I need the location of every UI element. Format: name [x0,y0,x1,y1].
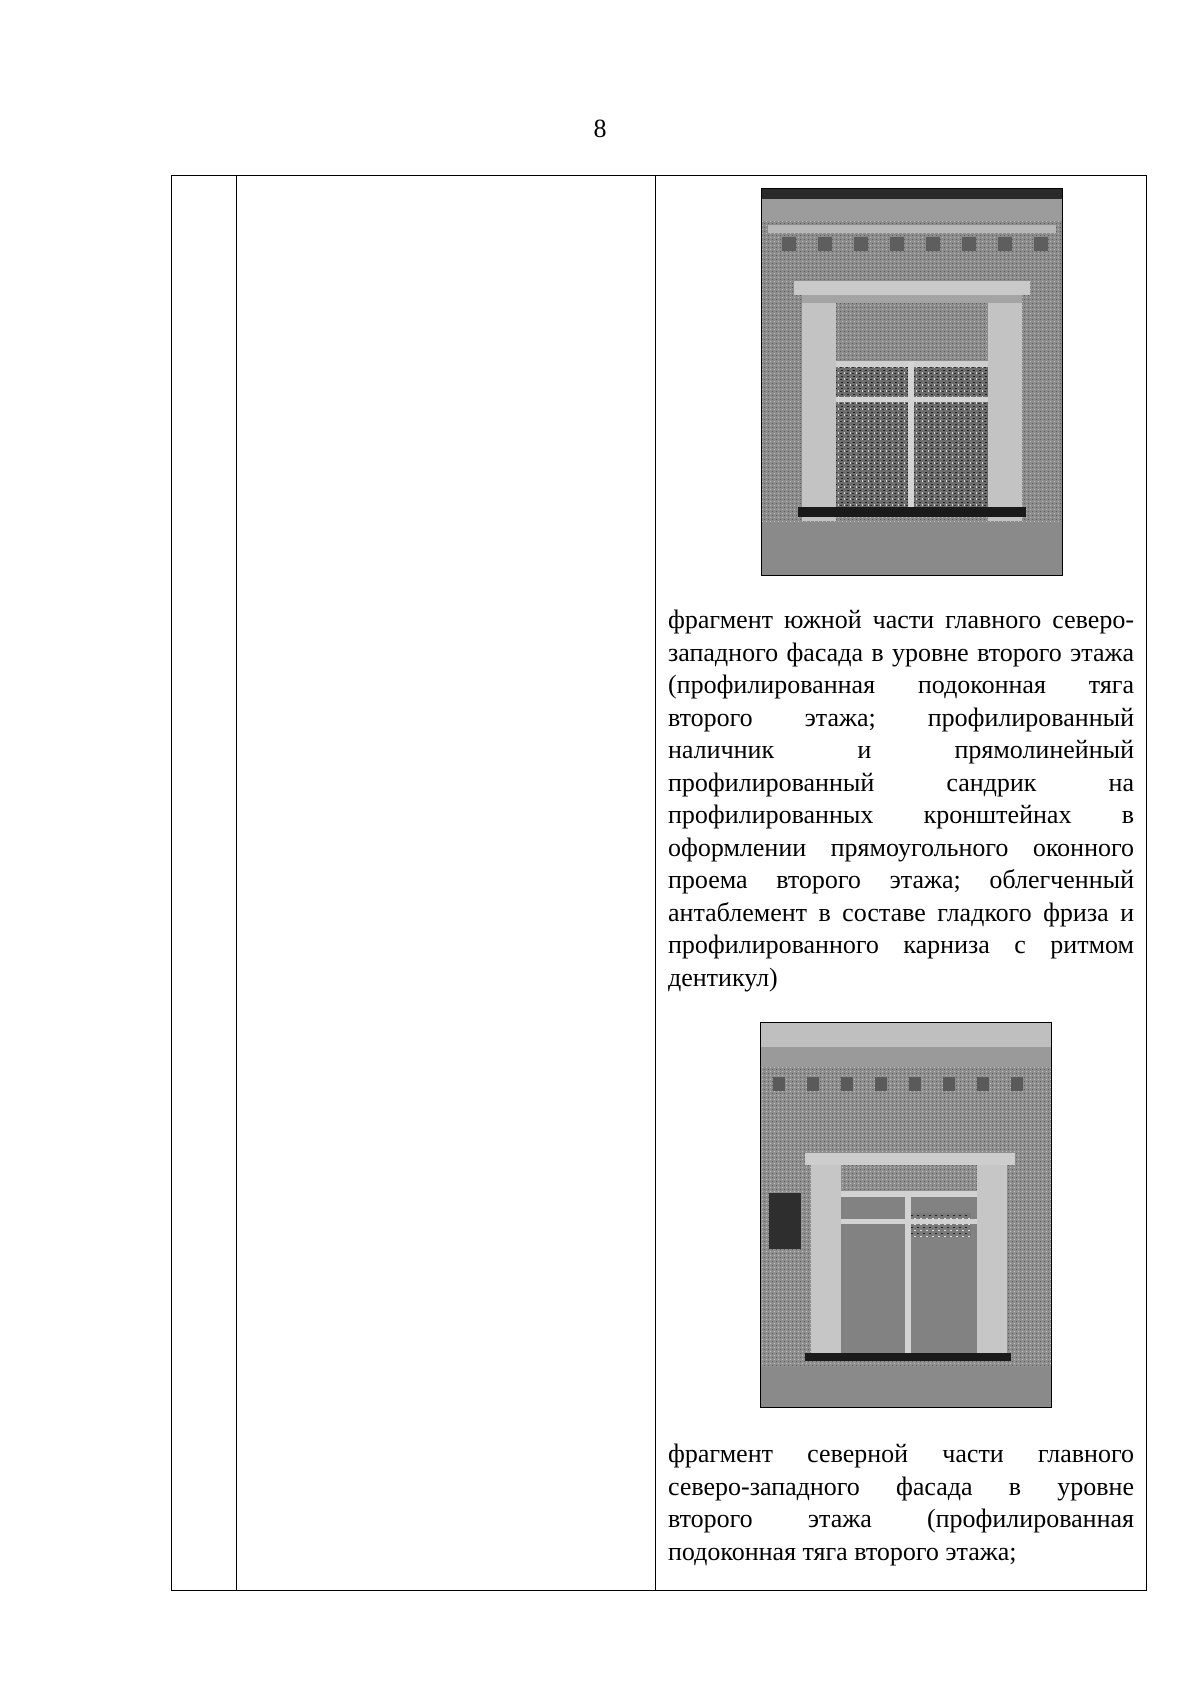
description-table [171,175,1147,1591]
window-facade-photo-south [761,188,1063,576]
photo-caption-north: фрагмент северной части главного северо-западного фасада в уровне второго этажа (профилированная подоконная тяга второго этажа; [668,1439,1134,1566]
table-row [172,176,1147,1591]
table-cell-number [172,176,237,1591]
page-number: 8 [593,114,607,143]
window-facade-photo-north [760,1022,1052,1408]
photo-caption-south: фрагмент южной части главного северо-западного фасада в уровне второго этажа (профилированная подоконная тяга второго этажа; профилированный наличник и прямолинейный профилированный сандрик на профилированных кронштейнах в оформлении прямоугольного оконного проема второго этажа; облегченный антаблемент в составе гладкого фриза и профилированного карниза с ритмом дентикул) [668,605,1134,992]
table-cell-photos [656,176,1147,1591]
table-cell-description [237,176,656,1591]
